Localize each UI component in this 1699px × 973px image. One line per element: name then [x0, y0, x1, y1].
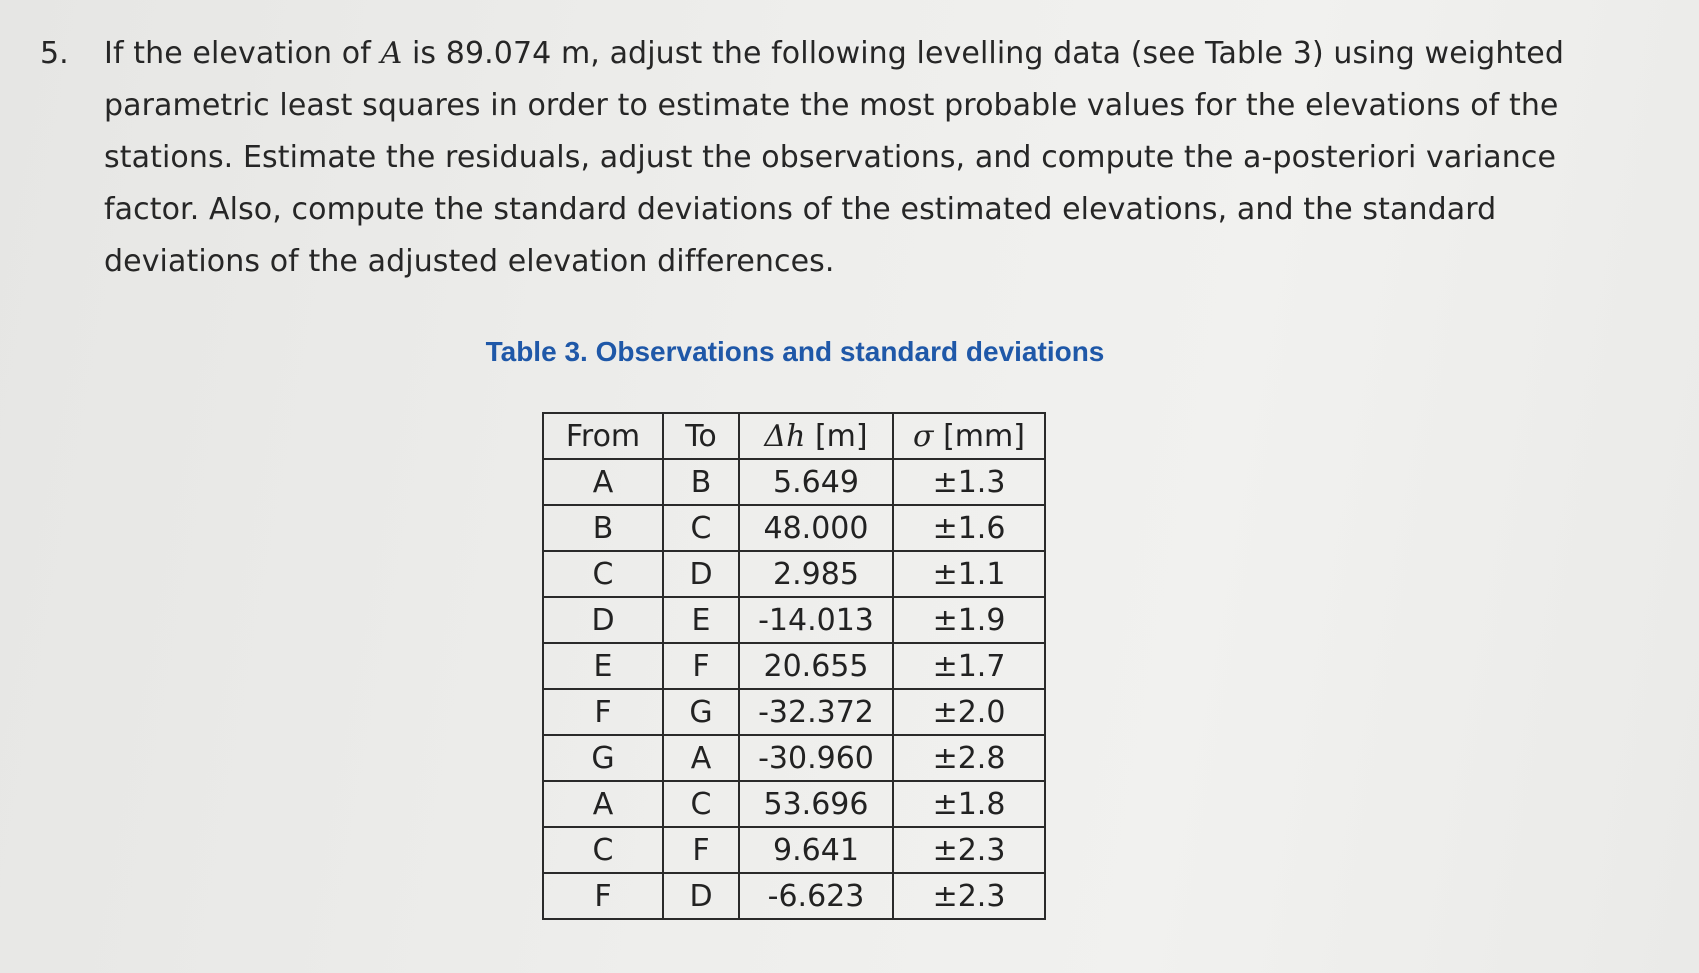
header-sigma: [893, 413, 1045, 459]
cell-to: C: [663, 781, 739, 827]
cell-from: F: [543, 873, 663, 919]
cell-from: C: [543, 827, 663, 873]
cell-to: E: [663, 597, 739, 643]
header-to: To: [663, 413, 739, 459]
cell-dh: -30.960: [739, 735, 893, 781]
cell-dh: 53.696: [739, 781, 893, 827]
header-dh-unit: [m]: [805, 418, 868, 454]
cell-sigma: ±1.9: [893, 597, 1045, 643]
cell-dh: 9.641: [739, 827, 893, 873]
cell-to: A: [663, 735, 739, 781]
table-row: [543, 551, 1045, 597]
cell-dh: -32.372: [739, 689, 893, 735]
table-row: [543, 597, 1045, 643]
cell-to: D: [663, 551, 739, 597]
cell-from: E: [543, 643, 663, 689]
cell-to: B: [663, 459, 739, 505]
table-row: [543, 689, 1045, 735]
table-row: [543, 781, 1045, 827]
table-row: [543, 643, 1045, 689]
header-dh-symbol: Δh: [764, 418, 806, 454]
cell-to: F: [663, 827, 739, 873]
problem-text-part2: is 89.074 m, adjust the following levelling data (see Table 3) using weighted parametric least squares in order to estimate the most probable values for the elevations of the stations. Estimate the residuals, adjust the observations, and compute the a-posteriori variance factor. Also, compute the standard deviations of the estimated elevations, and the standard deviations of the adjusted elevation differences.: [104, 36, 1564, 279]
cell-from: G: [543, 735, 663, 781]
cell-from: D: [543, 597, 663, 643]
table-row: [543, 505, 1045, 551]
cell-from: A: [543, 781, 663, 827]
cell-from: B: [543, 505, 663, 551]
cell-to: G: [663, 689, 739, 735]
cell-dh: 2.985: [739, 551, 893, 597]
cell-from: F: [543, 689, 663, 735]
cell-sigma: ±2.8: [893, 735, 1045, 781]
cell-sigma: ±1.3: [893, 459, 1045, 505]
cell-dh: 5.649: [739, 459, 893, 505]
header-sigma-unit: [mm]: [933, 418, 1025, 454]
cell-sigma: ±1.7: [893, 643, 1045, 689]
cell-dh: -14.013: [739, 597, 893, 643]
table-row: [543, 459, 1045, 505]
table-row: [543, 735, 1045, 781]
header-dh: [739, 413, 893, 459]
cell-to: D: [663, 873, 739, 919]
problem-number: 5.: [40, 36, 69, 71]
cell-dh: 20.655: [739, 643, 893, 689]
cell-from: A: [543, 459, 663, 505]
problem-text-part1: If the elevation of: [104, 36, 381, 71]
header-sigma-symbol: σ: [913, 418, 934, 454]
cell-sigma: ±2.3: [893, 827, 1045, 873]
cell-sigma: ±1.6: [893, 505, 1045, 551]
cell-sigma: ±2.3: [893, 873, 1045, 919]
problem-variable: A: [380, 36, 403, 71]
observations-table: [542, 412, 1046, 920]
table-caption: Table 3. Observations and standard deviations: [485, 336, 1105, 367]
cell-to: C: [663, 505, 739, 551]
cell-sigma: ±1.8: [893, 781, 1045, 827]
cell-to: F: [663, 643, 739, 689]
cell-dh: -6.623: [739, 873, 893, 919]
table-row: [543, 873, 1045, 919]
problem-text: [104, 28, 1604, 288]
cell-dh: 48.000: [739, 505, 893, 551]
table-header-row: [543, 413, 1045, 459]
table-row: [543, 827, 1045, 873]
cell-from: C: [543, 551, 663, 597]
header-from: From: [543, 413, 663, 459]
cell-sigma: ±2.0: [893, 689, 1045, 735]
cell-sigma: ±1.1: [893, 551, 1045, 597]
